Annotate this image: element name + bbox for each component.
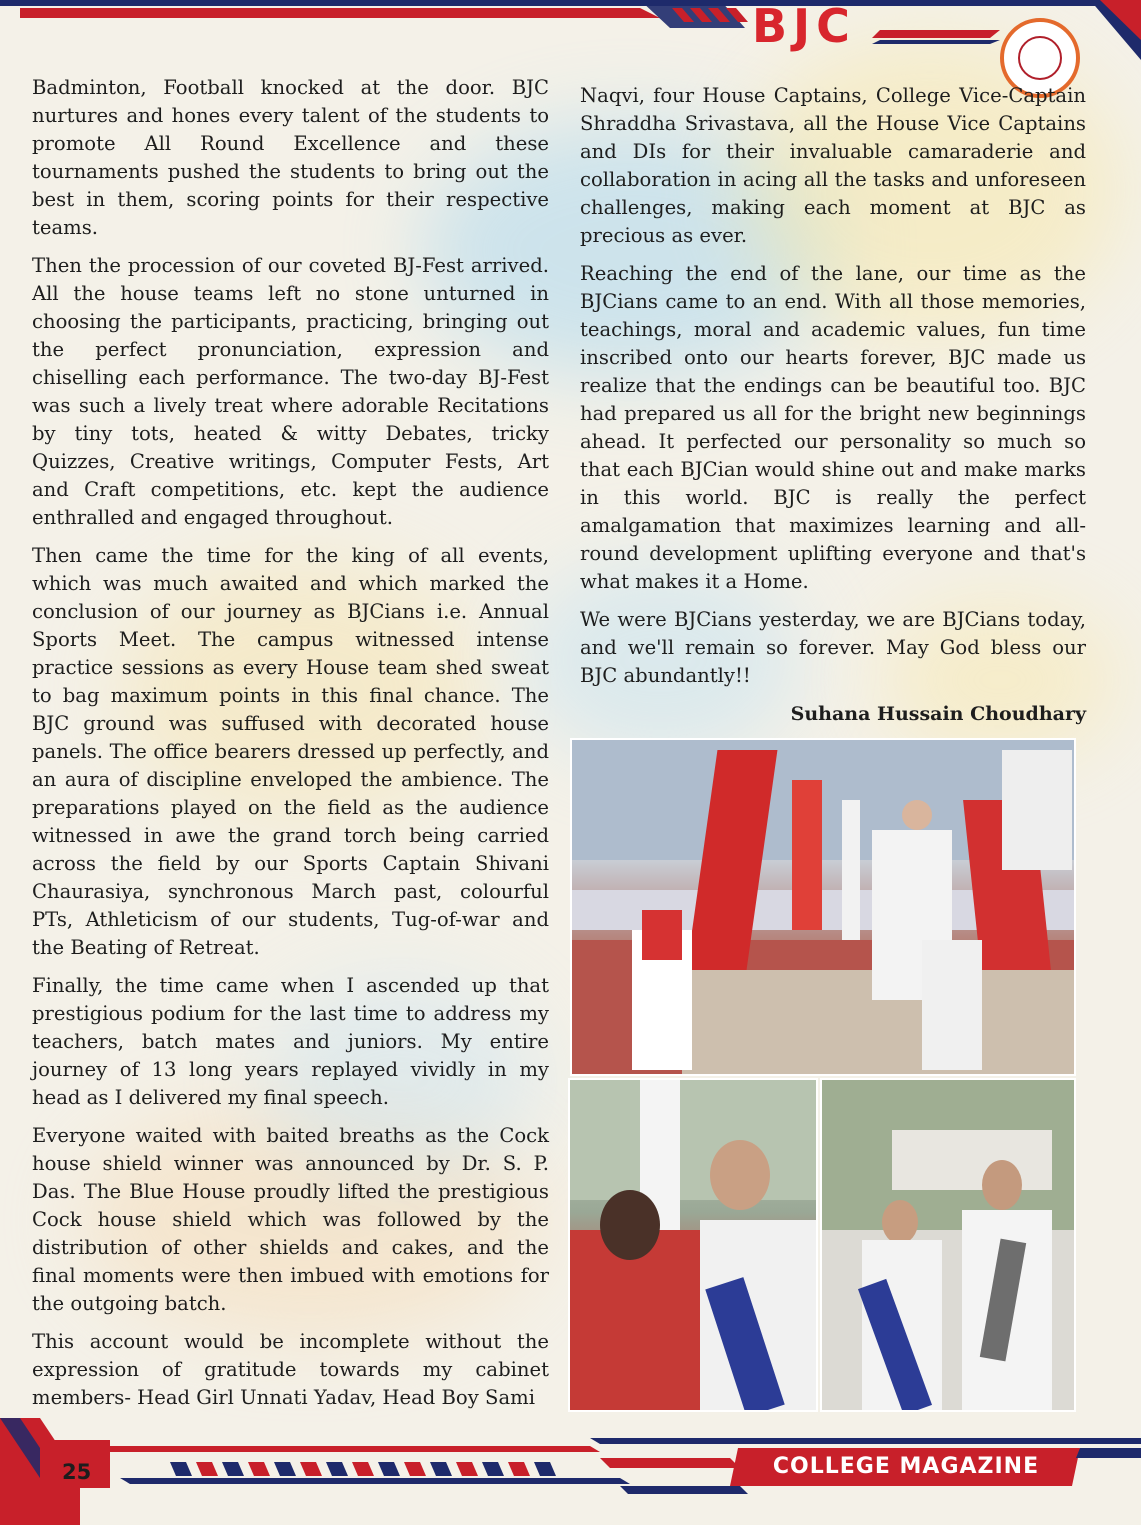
left-column — [32, 74, 549, 1422]
header-decoration — [0, 0, 1141, 60]
header-logo-text: BJC — [752, 0, 856, 53]
paragraph: Reaching the end of the lane, our time as the BJCians came to an end. With all those memories, teachings, moral and academic values, fun time inscribed onto our hearts forever, BJC made us realize that the endings can be beautiful too. BJC had prepared us all for the bright new beginnings ahead. It perfected our personality so much so that each BJCian would shine out and make marks in this world. BJC is really the perfect amalgamation that maximizes learning and all-round development uplifting everyone and that's what makes it a Home. — [580, 262, 1086, 593]
paragraph: Finally, the time came when I ascended up that prestigious podium for the last time to address my teachers, batch mates and juniors. My entire journey of 13 long years replayed vividly in my head as I delivered my final speech. — [32, 974, 549, 1109]
photo-captains-podium — [820, 1078, 1076, 1412]
paragraph: Everyone waited with baited breaths as the Cock house shield winner was announced by Dr. S. P. Das. The Blue House proudly lifted the prestigious Cock house shield which was followed by the distribution of other shields and cakes, and the final moments were then imbued with emotions for the outgoing batch. — [32, 1124, 549, 1315]
right-column — [580, 82, 1086, 728]
paragraph: Then came the time for the king of all events, which was much awaited and which marked the conclusion of our journey as BJCians i.e. Annual Sports Meet. The campus witnessed intense practice sessions as every House team shed sweat to bag maximum points in this final chance. The BJC ground was suffused with decorated house panels. The office bearers dressed up perfectly, and an aura of discipline enveloped the ambience. The preparations played on the field as the audience witnessed in awe the grand torch being carried across the field by our Sports Captain Shivani Chaurasiya, synchronous March past, colourful PTs, Athleticism of our students, Tug-of-war and the Beating of Retreat. — [32, 544, 549, 959]
paragraph: This account would be incomplete without the expression of gratitude towards my cabinet members- Head Girl Unnati Yadav, Head Boy Sami — [32, 1330, 549, 1409]
paragraph: Then the procession of our coveted BJ-Fest arrived. All the house teams left no stone unturned in choosing the participants, practicing, bringing out the perfect pronunciation, expression and chiselling each performance. The two-day BJ-Fest was such a lively treat where adorable Recitations by tiny tots, heated & witty Debates, tricky Quizzes, Creative writings, Computer Fests, Art and Craft competitions, etc. kept the audience enthralled and engaged throughout. — [32, 254, 549, 529]
page-number: 25 — [62, 1460, 92, 1484]
paragraph: Badminton, Football knocked at the door. BJC nurtures and hones every talent of the students to promote All Round Excellence and these tournaments pushed the students to bring out the best in them, scoring points for their respective teams. — [32, 76, 549, 239]
magazine-title: COLLEGE MAGAZINE — [772, 1454, 1040, 1479]
photo-sash-ceremony — [568, 1078, 818, 1412]
paragraph: We were BJCians yesterday, we are BJCians today, and we'll remain so forever. May God bless our BJC abundantly!! — [580, 608, 1086, 687]
paragraph: Naqvi, four House Captains, College Vice-Captain Shraddha Srivastava, all the House Vice Captains and DIs for their invaluable camaraderie and collaboration in acing all the tasks and unforeseen challenges, making each moment at BJC as precious as ever. — [580, 84, 1086, 247]
author-name: Suhana Hussain Choudhary — [790, 703, 1086, 725]
photo-flag-ceremony — [570, 738, 1076, 1076]
